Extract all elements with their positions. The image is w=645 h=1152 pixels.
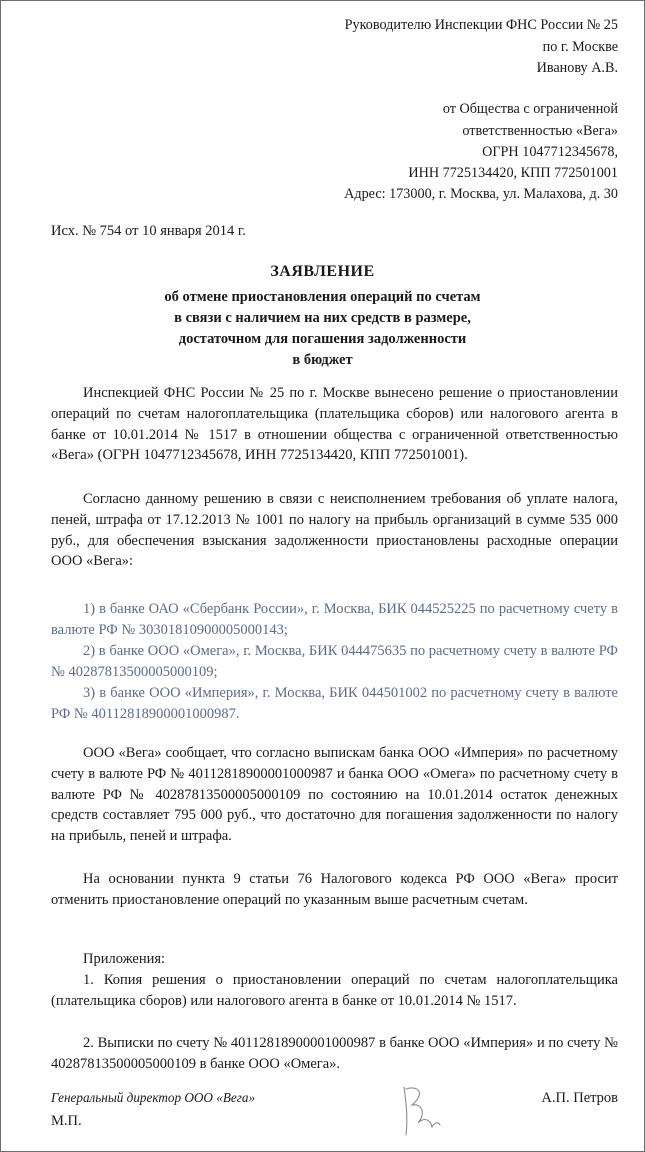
list-item-sberbank: 1) в банке ОАО «Сбербанк России», г. Москва, БИК 044525225 по расчетному счету в валюте РФ № 30301810900005000143;	[51, 601, 618, 638]
paragraph-decision: Инспекцией ФНС России № 25 по г. Москве вынесено решение о приостановлении операций по счетам налогоплательщика (плательщика сборов) или налогового агента в банке от 10.01.2014 № 1517 в отношении общества с ограниченной ответственностью «Вега» (ОГРН 1047712345678, ИНН 7725134420, КПП 772501001).	[51, 385, 618, 464]
subtitle-line-3: достаточном для погашения задолженности	[178, 331, 467, 347]
sender-address: Адрес: 173000, г. Москва, ул. Малахова, д. 30	[344, 186, 618, 202]
subtitle-line-4: в бюджет	[292, 352, 353, 368]
addressee-line-2: по г. Москве	[542, 39, 618, 55]
sender-line-2: ответственностью «Вега»	[462, 123, 618, 139]
subtitle-line-1: об отмене приостановления операций по счетам	[164, 289, 481, 305]
handwritten-signature	[396, 1083, 444, 1143]
subtitle-line-2: в связи с наличием на них средств в размере,	[174, 310, 471, 326]
addressee-line-1: Руководителю Инспекции ФНС России № 25	[344, 17, 618, 33]
attachment-item-1: 1. Копия решения о приостановлении операций по счетам налогоплательщика (плательщика сборов) или налогового агента в банке от 10.01.2014 № 1517.	[51, 972, 618, 1009]
sender-line-1: от Общества с ограниченной	[442, 101, 618, 117]
document-title: ЗАЯВЛЕНИЕ	[270, 263, 375, 280]
list-item-imperia: 3) в банке ООО «Империя», г. Москва, БИК 044501002 по расчетному счету в валюте РФ № 40112818900001000987.	[51, 685, 618, 722]
signatory-position: Генеральный директор ООО «Вега»	[51, 1090, 256, 1105]
addressee-name: Иванову А.В.	[536, 60, 618, 76]
paragraph-suspension: Согласно данному решению в связи с неисполнением требования об уплате налога, пеней, штрафа от 17.12.2013 № 1001 по налогу на прибыль организаций в сумме 535 000 руб., для обеспечения взыскания задолженности приостановлены расходные операции ООО «Вега»:	[51, 491, 618, 570]
list-item-omega: 2) в банке ООО «Омега», г. Москва, БИК 044475635 по расчетному счету в валюте РФ № 40287813500005000109;	[51, 643, 618, 680]
paragraph-balance: ООО «Вега» сообщает, что согласно выпискам банка ООО «Империя» по расчетному счету в валюте РФ № 40112818900001000987 и банка ООО «Омега» по расчетному счету в валюте РФ № 40287813500005000109 по состоянию на 10.01.2014 остаток денежных средств составляет 795 000 руб., что достаточно для погашения задолженности по налогу на прибыль, пеней и штрафа.	[51, 745, 618, 845]
sender-ogrn: ОГРН 1047712345678,	[482, 144, 618, 160]
seal-placeholder: М.П.	[51, 1113, 82, 1129]
signatory-name: А.П. Петров	[541, 1090, 618, 1106]
attachment-item-2: 2. Выписки по счету № 40112818900001000987 в банке ООО «Империя» и по счету № 40287813500005000109 в банке ООО «Омега».	[51, 1035, 618, 1072]
outgoing-reference: Исх. № 754 от 10 января 2014 г.	[51, 223, 246, 239]
paragraph-request: На основании пункта 9 статьи 76 Налогового кодекса РФ ООО «Вега» просит отменить приостановление операций по указанным выше расчетным счетам.	[51, 871, 618, 908]
document-subtitle	[1, 287, 644, 371]
sender-inn: ИНН 7725134420, КПП 772501001	[408, 165, 618, 181]
attachments-title: Приложения:	[83, 951, 166, 967]
